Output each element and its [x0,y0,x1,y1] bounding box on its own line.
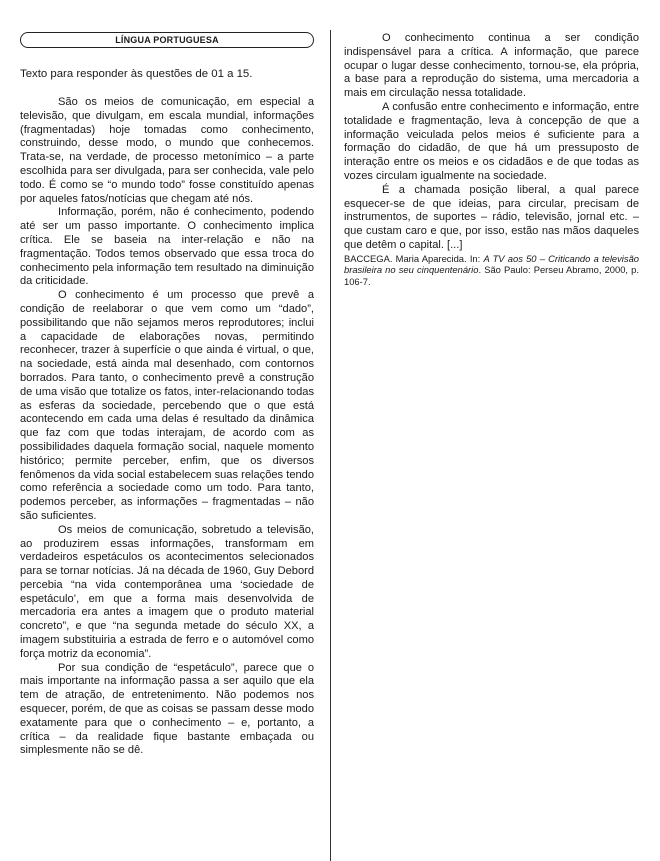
paragraph: O conhecimento continua a ser condição indispensável para a crítica. A informação, que parece ocupar o lugar desse conhecimento, tornou-se, ela própria, a base para a reprodução do sistema, uma mercadoria a mais em circulação nessa totalidade. [344,32,639,100]
citation-author: BACCEGA. Maria Aparecida. In: [344,252,484,264]
citation-publisher: . São Paulo: Perseu Abramo, 2000, p. 106-7. [344,264,639,287]
column-divider [330,30,331,861]
paragraph: A confusão entre conhecimento e informação, entre totalidade e fragmentação, leva à concepção de que a informação veiculada pelos meios é suficiente para a formação do cidadão, de que há um pressuposto de interação entre os meios e os cidadãos e de que todas as vozes circulam igualmente na sociedade. [344,100,639,182]
right-column-text [344,32,639,288]
paragraph: São os meios de comunicação, em especial a televisão, que divulgam, em escala mundial, informações (fragmentadas) hoje tomadas como conhecimento, construindo, desse modo, o mundo que conhecemos. Trata-se, na verdade, de processo metonímico – a parte escolhida para ser divulgada, para ser conhecida, vale pelo todo. É como se “o mundo todo” fosse constituído apenas por aqueles fatos/notícias que chegam até nós. [20,96,314,205]
paragraph: É a chamada posição liberal, a qual parece esquecer-se de que ideias, para circular, precisam de instrumentos, de suportes – rádio, televisão, jornal etc. – que custam caro e que, por isso, estão nas mãos daqueles que detêm o capital. [...] [344,183,639,251]
paragraph: Informação, porém, não é conhecimento, podendo até ser um passo importante. O conhecimento implica crítica. Ele se baseia na inter-relação e não na fragmentação. Todos temos observado que essa troca do conhecimento pela informação tem resultado na diminuição da criticidade. [20,206,314,288]
left-column-text [20,96,314,758]
text-instruction: Texto para responder às questões de 01 a 15. [20,68,253,80]
paragraph: Os meios de comunicação, sobretudo a televisão, ao produzirem essas informações, transformam em verdadeiros espetáculos os acontecimentos selecionados para se tornar notícias. Já na década de 1960, Guy Debord percebia “na vida contemporânea uma ‘sociedade de espetáculo’, em que a forma mais desenvolvida de mercadoria era antes a imagem que o produto material concreto”, e que “na segunda metade do século XX, a imagem substituiria a estrada de ferro e o automóvel como força motriz da economia”. [20,523,314,660]
subject-header [20,32,314,48]
subject-title: LÍNGUA PORTUGUESA [115,35,219,45]
source-citation [344,253,639,288]
paragraph: Por sua condição de “espetáculo”, parece que o mais importante na informação passa a ser aquilo que ela tem de atração, de entretenimento. Não podemos nos esquecer, porém, de que as coisas se passam desse modo exatamente para que o conhecimento – e, portanto, a crítica – da realidade fique bastante embaçada ou simplesmente não se dê. [20,661,314,757]
paragraph: O conhecimento é um processo que prevê a condição de reelaborar o que vem como um “dado”, possibilitando que não sejamos meros reprodutores; inclui a capacidade de elaborações novas, permitindo reconhecer, trazer à superfície o que ainda é virtual, o que, na sociedade, está ainda mal desenhado, com contornos borrados. Para tanto, o conhecimento prevê a construção de uma visão que totalize os fatos, inter-relacionando todas as esferas da sociedade, percebendo que o que está acontecendo em cada uma delas é resultado da dinâmica que faz com que todas interajam, de acordo com as possibilidades daquela formação social, naquele momento histórico; permite perceber, enfim, que os diversos fenômenos da vida social estabelecem suas relações tendo como referência a sociedade como um todo. Para tanto, podemos perceber, as informações – fragmentadas – não são suficientes. [20,289,314,522]
citation-title: A TV aos 50 – Criticando a televisão brasileira no seu cinquentenário [344,252,639,276]
